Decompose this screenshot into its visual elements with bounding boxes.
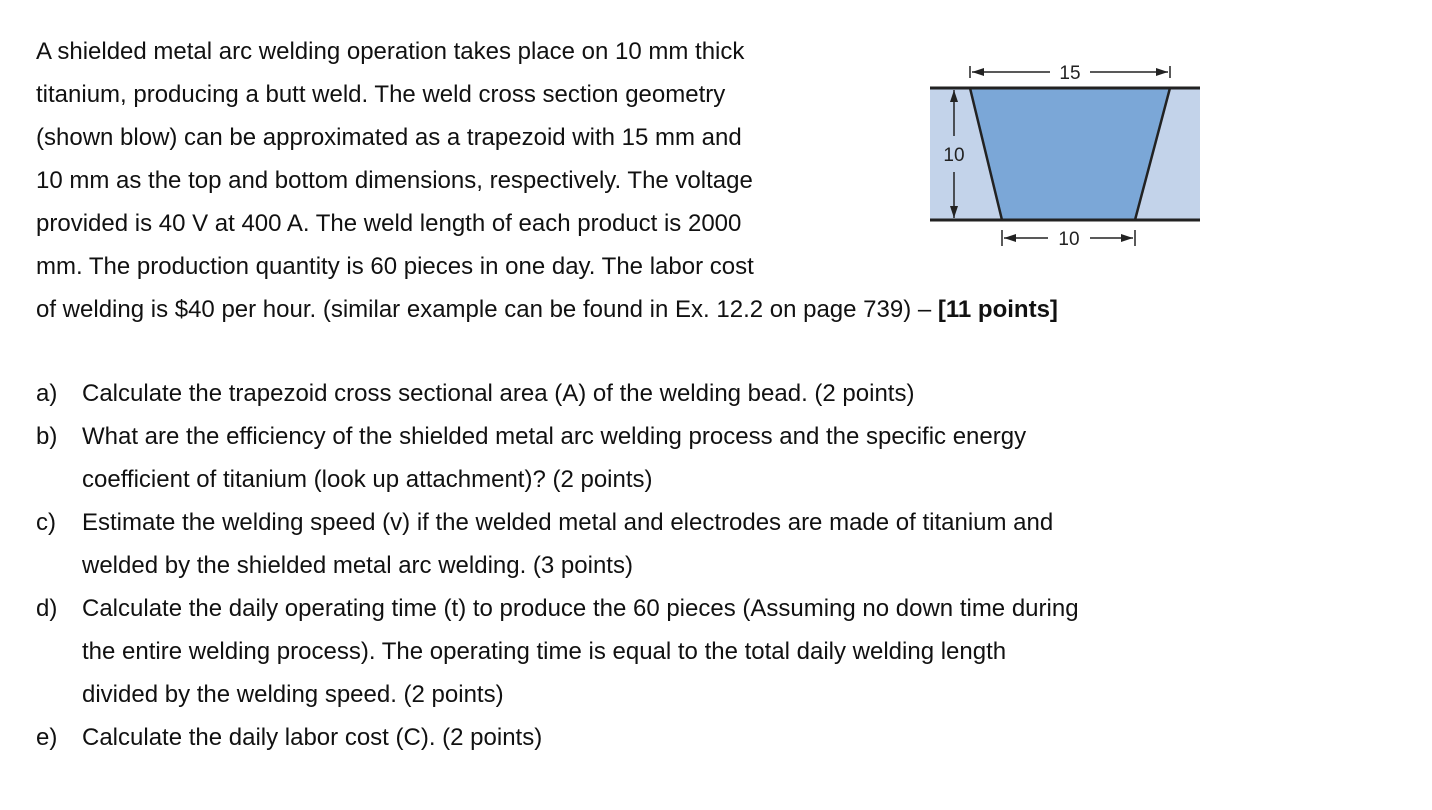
weld-diagram [930, 58, 1200, 258]
total-points: [11 points] [937, 296, 1058, 323]
question-text: divided by the welding speed. (2 points) [82, 681, 504, 708]
question-label: d) [36, 595, 58, 622]
question-text: What are the efficiency of the shielded metal arc welding process and the specific energy [82, 423, 1027, 450]
statement-line: titanium, producing a butt weld. The weld cross section geometry [36, 81, 726, 108]
statement-line: A shielded metal arc welding operation takes place on 10 mm thick [36, 38, 745, 65]
top-dim-arrow-right [1156, 68, 1168, 76]
question-d [36, 587, 1336, 716]
statement-line: mm. The production quantity is 60 pieces in one day. The labor cost [36, 253, 754, 280]
question-label: c) [36, 509, 56, 536]
question-c [36, 501, 1336, 587]
question-label: b) [36, 423, 58, 450]
statement-line: (shown blow) can be approximated as a trapezoid with 15 mm and [36, 124, 742, 151]
question-text: coefficient of titanium (look up attachment)? (2 points) [82, 466, 653, 493]
question-a [36, 372, 1336, 415]
statement-line-last [36, 288, 1058, 331]
bottom-dim-arrow-left [1004, 234, 1016, 242]
question-text: welded by the shielded metal arc welding. (3 points) [82, 552, 633, 579]
bottom-width-label: 10 [1058, 229, 1080, 250]
weld-bead [970, 88, 1170, 220]
question-text: Calculate the daily operating time (t) to produce the 60 pieces (Assuming no down time during [82, 595, 1079, 622]
top-dim-arrow-left [972, 68, 984, 76]
statement-text: of welding is $40 per hour. (similar example can be found in Ex. 12.2 on page 739) – [36, 296, 938, 323]
question-text: Calculate the daily labor cost (C). (2 points) [82, 724, 543, 751]
statement-line: 10 mm as the top and bottom dimensions, respectively. The voltage [36, 167, 753, 194]
question-e [36, 716, 1336, 759]
question-b [36, 415, 1336, 501]
question-text: Estimate the welding speed (v) if the welded metal and electrodes are made of titanium and [82, 509, 1054, 536]
thickness-label: 10 [943, 145, 965, 166]
statement-line: provided is 40 V at 400 A. The weld length of each product is 2000 [36, 210, 742, 237]
question-label: e) [36, 724, 58, 751]
weld-cross-section-figure [930, 58, 1200, 258]
question-label: a) [36, 380, 58, 407]
top-width-label: 15 [1059, 63, 1081, 84]
question-list [36, 372, 1336, 759]
question-text: Calculate the trapezoid cross sectional area (A) of the welding bead. (2 points) [82, 380, 915, 407]
question-text: the entire welding process). The operating time is equal to the total daily welding length [82, 638, 1007, 665]
problem-statement [36, 30, 1058, 331]
bottom-dim-arrow-right [1121, 234, 1133, 242]
